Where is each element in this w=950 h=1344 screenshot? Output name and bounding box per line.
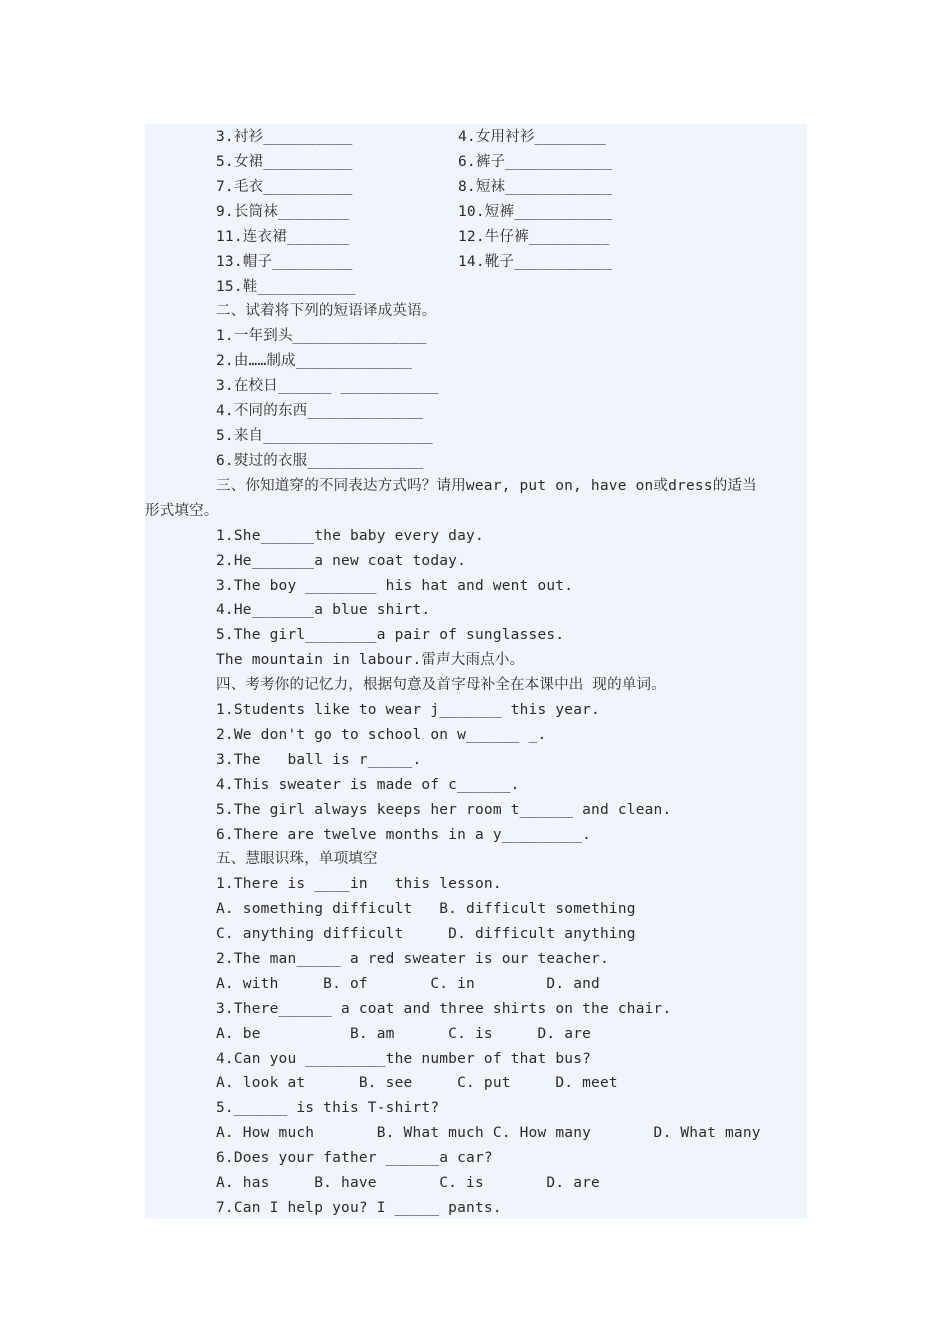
options: A. with B. of C. in D. and: [216, 976, 600, 992]
vocab-item: 4.女用衬衫________: [458, 129, 607, 145]
idiom-line: The mountain in labour.雷声大雨点小。: [216, 652, 525, 668]
section3-item: 3.The boy ________ his hat and went out.: [216, 578, 574, 594]
vocab-item: 8.短袜____________: [458, 179, 613, 195]
options: A. has B. have C. is D. are: [216, 1175, 600, 1191]
question: 3.There______ a coat and three shirts on the chair.: [216, 1001, 672, 1017]
vocab-item: 10.短裤___________: [458, 204, 613, 220]
vocab-item: 15.鞋___________: [216, 279, 356, 295]
section2-item: 4.不同的东西_____________: [216, 403, 424, 419]
section3-heading: 三、你知道穿的不同表达方式吗？请用wear, put on, have on或dress的适当: [216, 478, 757, 494]
section3-item: 5.The girl________a pair of sunglasses.: [216, 627, 565, 643]
section2-item: 2.由……制成_____________: [216, 353, 412, 369]
section2-heading: 二、试着将下列的短语译成英语。: [216, 303, 437, 319]
vocab-item: 11.连衣裙_______: [216, 229, 350, 245]
section3-item: 2.He_______a new coat today.: [216, 553, 467, 569]
vocab-item: 5.女裙__________: [216, 154, 353, 170]
question: 5.______ is this T-shirt?: [216, 1100, 440, 1116]
question: 6.Does your father ______a car?: [216, 1150, 493, 1166]
vocab-item: 9.长筒袜________: [216, 204, 350, 220]
options: A. be B. am C. is D. are: [216, 1026, 592, 1042]
vocab-item: 3.衬衫__________: [216, 129, 353, 145]
section5-heading: 五、慧眼识珠，单项填空: [216, 851, 378, 867]
section4-item: 5.The girl always keeps her room t______ and clean.: [216, 802, 672, 818]
question: 2.The man_____ a red sweater is our teacher.: [216, 951, 609, 967]
question: 7.Can I help you? I _____ pants.: [216, 1200, 502, 1216]
vocab-item: 13.帽子_________: [216, 254, 353, 270]
vocab-item: 12.牛仔裤_________: [458, 229, 610, 245]
options: A. How much B. What much C. How many D. What many: [216, 1125, 761, 1141]
options: A. look at B. see C. put D. meet: [216, 1075, 618, 1091]
question: 4.Can you _________the number of that bus?: [216, 1051, 592, 1067]
vocab-item: 7.毛衣__________: [216, 179, 353, 195]
question: 1.There is ____in this lesson.: [216, 876, 502, 892]
section4-item: 6.There are twelve months in a y_________.: [216, 827, 592, 843]
section4-item: 3.The ball is r_____.: [216, 752, 422, 768]
section3-heading-cont: 形式填空。: [145, 503, 219, 519]
section3-item: 1.She______the baby every day.: [216, 528, 484, 544]
section2-item: 5.来自___________________: [216, 428, 433, 444]
section4-item: 1.Students like to wear j_______ this year.: [216, 702, 600, 718]
section4-item: 4.This sweater is made of c______.: [216, 777, 520, 793]
section2-item: 3.在校日______ ___________: [216, 378, 439, 394]
options: A. something difficult B. difficult something: [216, 901, 636, 917]
vocab-item: 14.靴子___________: [458, 254, 613, 270]
section2-item: 6.熨过的衣服_____________: [216, 453, 424, 469]
section4-item: 2.We don't go to school on w______ _.: [216, 727, 547, 743]
options: C. anything difficult D. difficult anything: [216, 926, 636, 942]
section2-item: 1.一年到头_______________: [216, 328, 427, 344]
section3-item: 4.He_______a blue shirt.: [216, 602, 431, 618]
section4-heading: 四、考考你的记忆力，根据句意及首字母补全在本课中出 现的单词。: [216, 677, 666, 693]
vocab-item: 6.裤子____________: [458, 154, 613, 170]
